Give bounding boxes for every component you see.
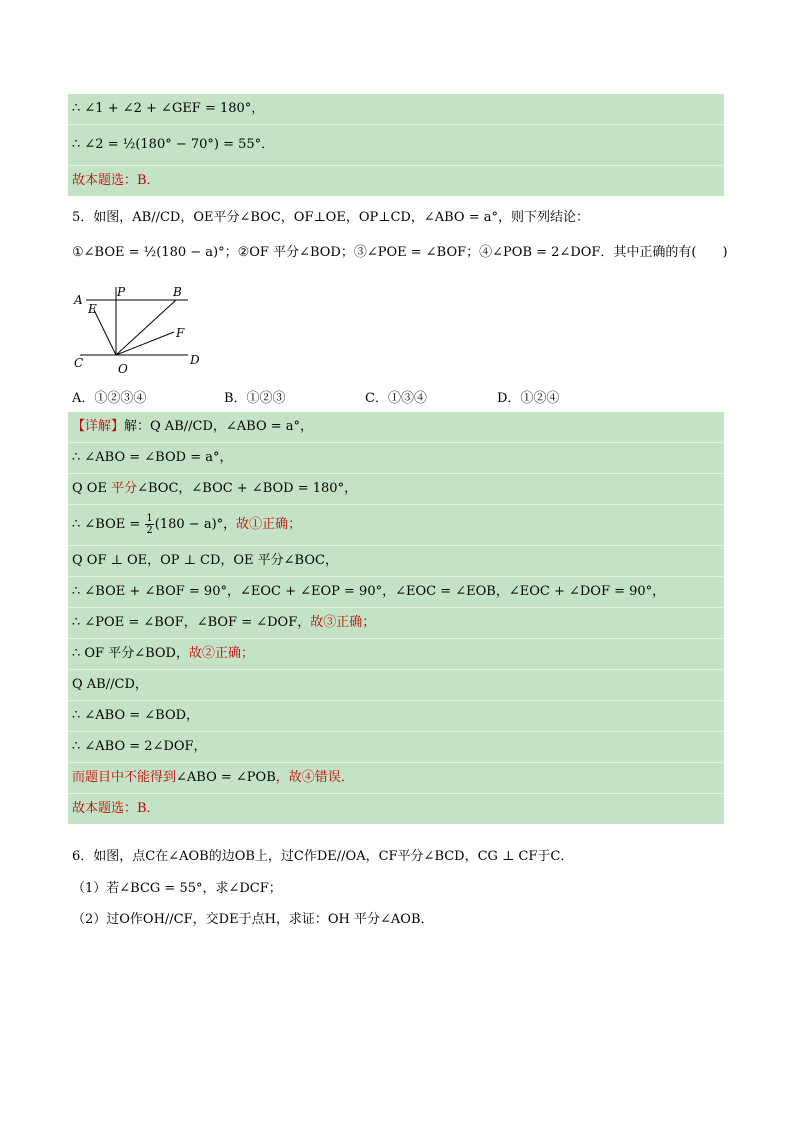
previous-solution-block — [68, 94, 724, 196]
solution-line — [68, 125, 724, 166]
ray-OE — [94, 310, 116, 355]
solution-text: ∴ ∠ABO = ∠BOD = a°， — [72, 450, 233, 465]
solution-line — [68, 505, 724, 546]
label-E: E — [88, 302, 97, 316]
solution-text: ∴ ∠2 = ½(180° − 70°) = 55°． — [72, 137, 275, 152]
solution-text: ∴ OF 平分∠BOD， — [72, 646, 189, 661]
answer-choices — [72, 387, 722, 407]
solution-text: ∴ ∠1 + ∠2 + ∠GEF = 180°， — [72, 101, 265, 116]
choice-c[interactable]: C．①③④ — [365, 391, 427, 406]
solution-text: (180 − a)°， — [154, 517, 237, 532]
choice-b[interactable]: B．①②③ — [224, 391, 286, 406]
choice-a[interactable]: A．①②③④ — [72, 391, 147, 406]
geometry-figure — [70, 282, 210, 377]
solution-line — [68, 763, 724, 794]
question-5-conclusions: ①∠BOE = ½(180 − a)°；②OF 平分∠BOD；③∠POE = ∠BOF；④∠POB = 2∠DOF．其中正确的有( ) — [72, 245, 728, 260]
solution-text: 解：Q AB//CD，∠ABO = a°， — [124, 419, 314, 434]
solution-line — [68, 94, 724, 125]
label-D: D — [190, 353, 200, 367]
detail-tag: 【详解】 — [72, 419, 125, 434]
conclusion-text: ，故④错误． — [275, 770, 354, 785]
solution-line — [68, 412, 724, 443]
label-P: P — [117, 285, 126, 299]
solution-line — [68, 443, 724, 474]
solution-line — [68, 546, 724, 577]
choice-d[interactable]: D．①②④ — [497, 391, 560, 406]
solution-line — [68, 577, 724, 608]
fraction — [145, 513, 153, 536]
solution-line — [68, 732, 724, 763]
question-6-part-1: （1）若∠BCG = 55°，求∠DCF； — [72, 881, 282, 896]
fraction-numerator: 1 — [146, 513, 153, 524]
answer-text: 故本题选：B． — [72, 801, 160, 816]
solution-line — [68, 474, 724, 505]
fraction-denominator: 2 — [146, 525, 153, 536]
solution-line — [68, 639, 724, 670]
label-C: C — [74, 356, 84, 370]
solution-line — [68, 670, 724, 701]
solution-line — [68, 794, 724, 824]
question-6-part-2: （2）过O作OH//CF，交DE于点H，求证：OH 平分∠AOB． — [72, 912, 434, 927]
conclusion-text: 故①正确； — [236, 517, 302, 532]
solution-text: ∠ABO = ∠POB — [176, 770, 276, 785]
conclusion-text: 故②正确； — [188, 646, 254, 661]
question-5-stem: 5．如图，AB//CD，OE平分∠BOC，OF⊥OE，OP⊥CD，∠ABO = a°，则下列结论： — [72, 210, 589, 225]
label-A: A — [74, 293, 83, 307]
solution-text: ∴ ∠POE = ∠BOF，∠BOF = ∠DOF， — [72, 615, 311, 630]
label-B: B — [173, 285, 182, 299]
question-5-solution-block — [68, 412, 724, 824]
solution-text: Q AB//CD， — [72, 677, 148, 692]
ray-OF — [116, 332, 174, 355]
solution-line — [68, 166, 724, 196]
question-6-stem: 6．如图，点C在∠AOB的边OB上，过C作DE//OA，CF平分∠BCD，CG ⊥ CF于C． — [72, 849, 574, 864]
solution-line — [68, 701, 724, 732]
solution-text: ∠BOC，∠BOC + ∠BOD = 180°， — [137, 481, 358, 496]
line-OB — [116, 300, 176, 355]
solution-text: ∴ ∠BOE + ∠BOF = 90°，∠EOC + ∠EOP = 90°，∠EOC = ∠EOB，∠EOC + ∠DOF = 90°， — [72, 584, 666, 599]
solution-text: ∴ ∠ABO = 2∠DOF， — [72, 739, 207, 754]
conclusion-text: 故③正确； — [310, 615, 376, 630]
solution-text: ∴ ∠ABO = ∠BOD， — [72, 708, 200, 723]
answer-text: 故本题选：B． — [72, 173, 160, 188]
solution-text: Q OF ⊥ OE，OP ⊥ CD，OE 平分∠BOC， — [72, 553, 338, 568]
solution-keyword: 平分 — [111, 481, 138, 496]
solution-text: ∴ ∠BOE = — [72, 517, 145, 532]
label-F: F — [176, 326, 185, 340]
conclusion-text: 而题目中不能得到 — [72, 770, 177, 785]
label-O: O — [118, 362, 128, 376]
solution-text: Q OE — [72, 481, 112, 496]
solution-line — [68, 608, 724, 639]
